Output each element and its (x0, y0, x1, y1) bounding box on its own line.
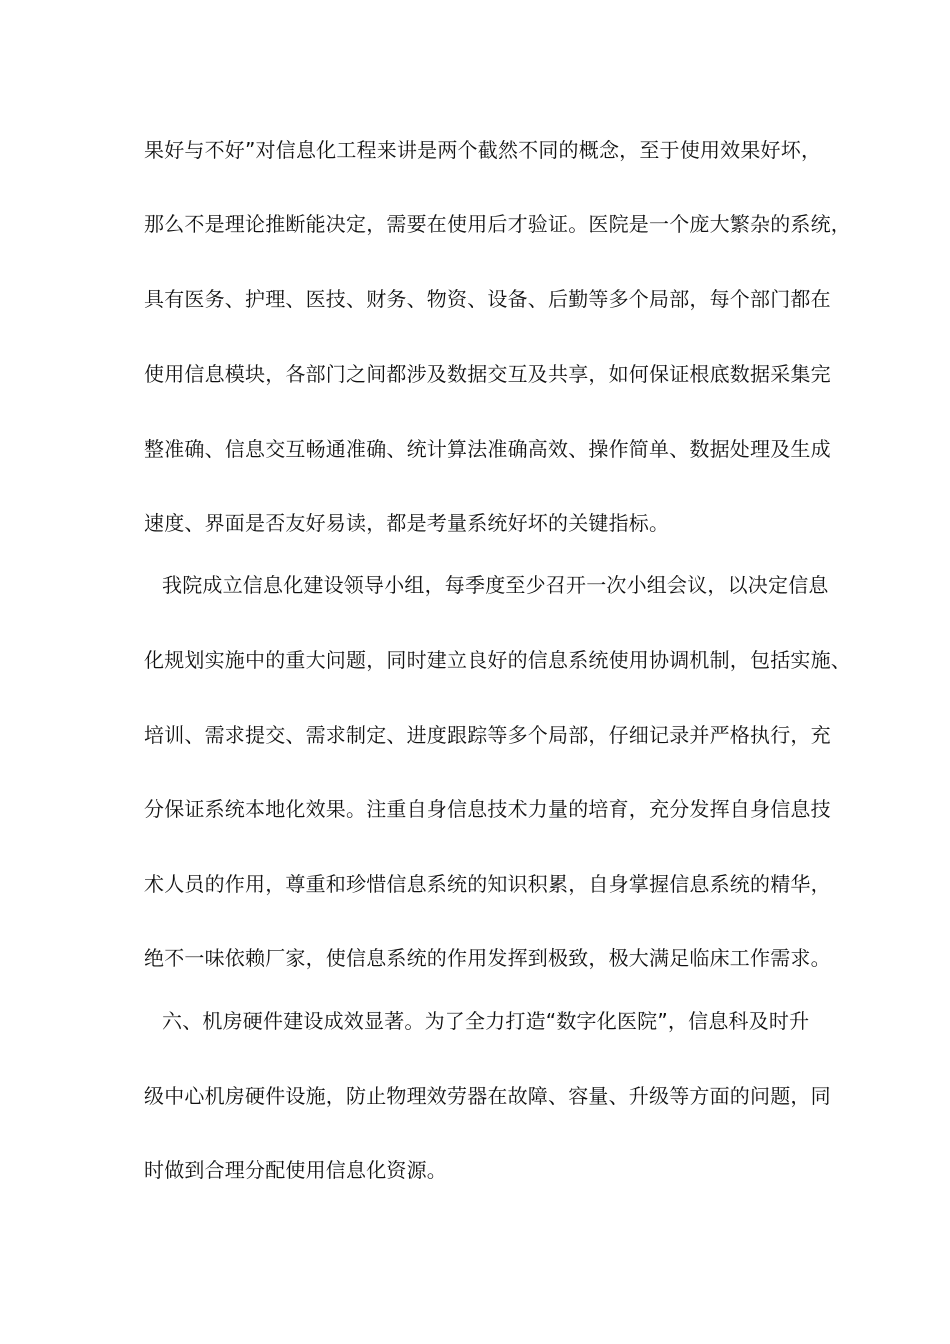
text-line: 使用信息模块，各部门之间都涉及数据交互及共享，如何保证根底数据采集完 (144, 362, 831, 386)
text-line: 果好与不好”对信息化工程来讲是两个截然不同的概念，至于使用效果好坏， (144, 138, 822, 162)
text-line: 分保证系统本地化效果。注重自身信息技术力量的培育，充分发挥自身信息技 (144, 797, 831, 821)
text-line: 速度、界面是否友好易读，都是考量系统好坏的关键指标。 (144, 511, 670, 535)
text-line: 术人员的作用，尊重和珍惜信息系统的知识积累，自身掌握信息系统的精华， (144, 872, 831, 896)
text-line: 级中心机房硬件设施，防止物理效劳器在故障、容量、升级等方面的问题，同 (144, 1084, 831, 1108)
text-line: 具有医务、护理、医技、财务、物资、设备、后勤等多个局部，每个部门都在 (144, 287, 831, 311)
text-line: 绝不一味依赖厂家，使信息系统的作用发挥到极致，极大满足临床工作需求。 (144, 946, 831, 970)
text-line: 培训、需求提交、需求制定、进度跟踪等多个局部，仔细记录并严格执行，充 (144, 723, 831, 747)
text-line: 那么不是理论推断能决定，需要在使用后才验证。医院是一个庞大繁杂的系统， (144, 212, 851, 236)
text-line: 化规划实施中的重大问题，同时建立良好的信息系统使用协调机制，包括实施、 (144, 648, 851, 672)
text-line: 整准确、信息交互畅通准确、统计算法准确高效、操作简单、数据处理及生成 (144, 437, 831, 461)
text-line: 时做到合理分配使用信息化资源。 (144, 1158, 447, 1182)
section-heading-line: 六、机房硬件建设成效显著。为了全力打造“数字化医院”，信息科及时升 (162, 1009, 810, 1033)
paragraph-start-line: 我院成立信息化建设领导小组，每季度至少召开一次小组会议，以决定信息 (162, 573, 829, 597)
